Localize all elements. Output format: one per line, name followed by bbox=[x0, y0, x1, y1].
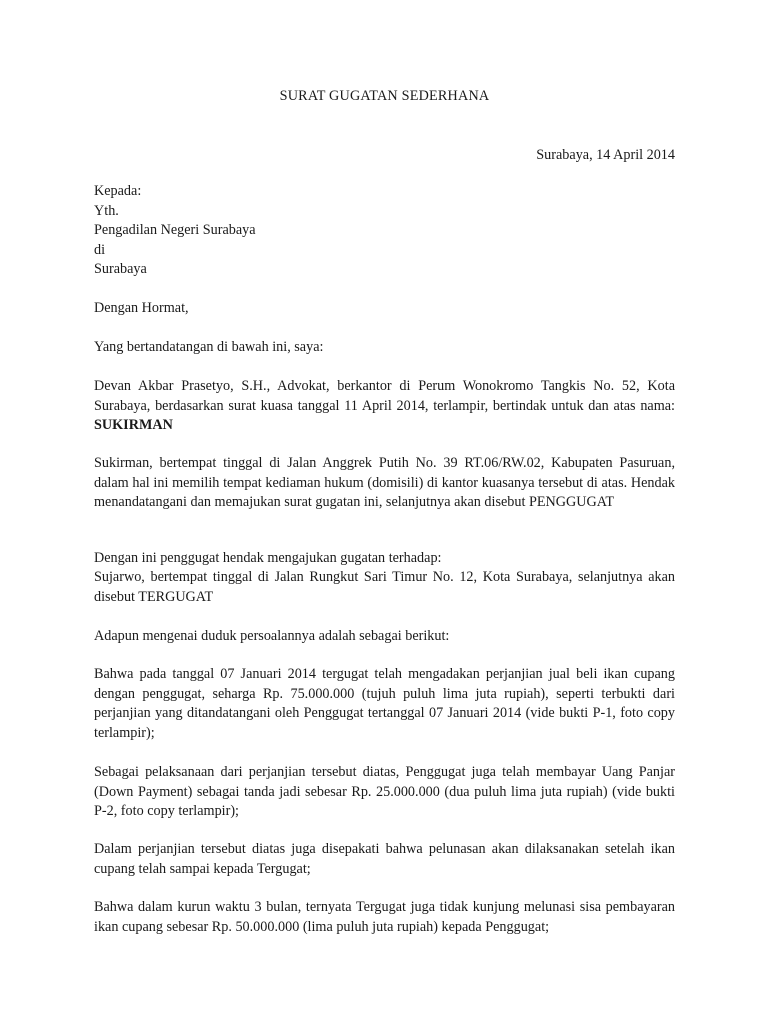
greeting: Dengan Hormat, bbox=[94, 300, 189, 316]
client-name: SUKIRMAN bbox=[94, 417, 173, 433]
address-institution: Pengadilan Negeri Surabaya bbox=[94, 222, 256, 238]
fact-2: Sebagai pelaksanaan dari perjanjian tersebut diatas, Penggugat juga telah membayar Uang Panjar (Down Payment) sebagai tanda jadi sebesar Rp. 25.000.000 (dua puluh lima juta rupiah) (vide bukti P-2, foto copy terlampir); bbox=[94, 764, 675, 819]
facts-intro: Adapun mengenai duduk persoalannya adalah sebagai berikut: bbox=[94, 628, 450, 644]
plaintiff-paragraph: Sukirman, bertempat tinggal di Jalan Anggrek Putih No. 39 RT.06/RW.02, Kabupaten Pasuruan, dalam hal ini memilih tempat kediaman hukum (domisili) di kantor kuasanya tersebut di atas. Hendak menandatangani dan memajukan surat gugatan ini, selanjutnya akan disebut PENGGUGAT bbox=[94, 455, 675, 510]
place-date: Surabaya, 14 April 2014 bbox=[536, 147, 675, 163]
fact-4: Bahwa dalam kurun waktu 3 bulan, ternyata Tergugat juga tidak kunjung melunasi sisa pembayaran ikan cupang sebesar Rp. 50.000.000 (lima puluh juta rupiah) kepada Penggugat; bbox=[94, 899, 675, 935]
letter-title: SURAT GUGATAN SEDERHANA bbox=[279, 88, 490, 104]
address-to: Kepada: bbox=[94, 183, 142, 199]
intro-line: Yang bertandatangan di bawah ini, saya: bbox=[94, 339, 324, 355]
against-intro: Dengan ini penggugat hendak mengajukan gugatan terhadap: bbox=[94, 550, 442, 566]
attorney-paragraph bbox=[94, 377, 675, 436]
recipient-address bbox=[94, 182, 675, 280]
address-yth: Yth. bbox=[94, 202, 119, 219]
fact-3: Dalam perjanjian tersebut diatas juga disepakati bahwa pelunasan akan dilaksanakan setelah ikan cupang telah sampai kepada Tergugat; bbox=[94, 841, 675, 877]
defendant-paragraph: Sujarwo, bertempat tinggal di Jalan Rungkut Sari Timur No. 12, Kota Surabaya, selanjutnya akan disebut TERGUGAT bbox=[94, 569, 675, 605]
address-di: di bbox=[94, 241, 106, 258]
fact-1: Bahwa pada tanggal 07 Januari 2014 tergugat telah mengadakan perjanjian jual beli ikan cupang dengan penggugat, seharga Rp. 75.000.000 (tujuh puluh lima juta rupiah), seperti terbukti dari perjanjian yang ditandatangani oleh Penggugat tertanggal 07 Januari 2014 (vide bukti P-1, foto copy terlampir); bbox=[94, 666, 675, 741]
address-city: Surabaya bbox=[94, 261, 147, 277]
attorney-text: Devan Akbar Prasetyo, S.H., Advokat, berkantor di Perum Wonokromo Tangkis No. 52, Kota Surabaya, berdasarkan surat kuasa tanggal 11 April 2014, terlampir, bertindak untuk dan atas nama: bbox=[94, 378, 675, 414]
